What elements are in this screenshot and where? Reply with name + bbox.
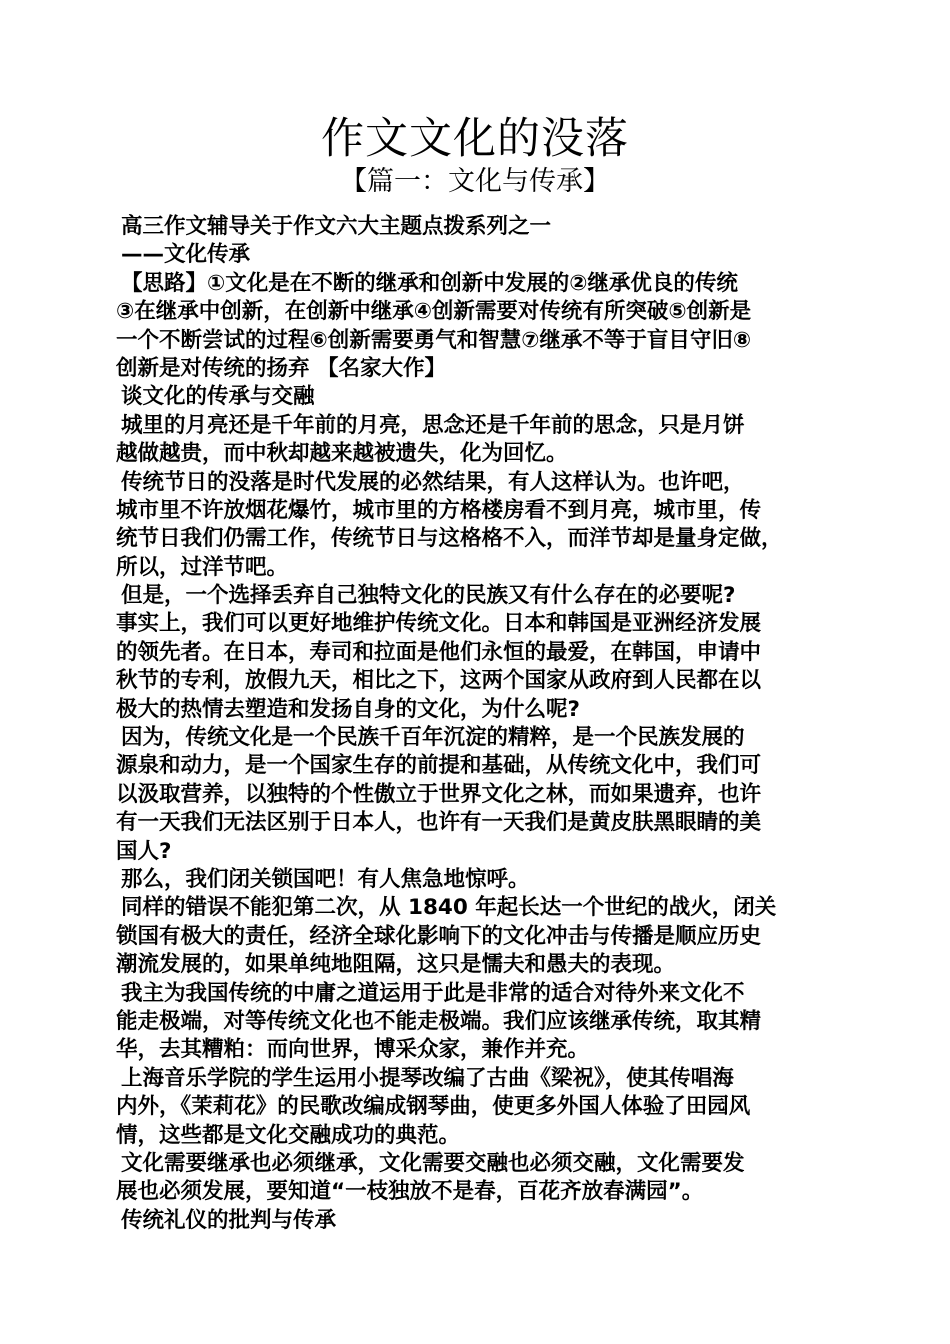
text-line: 情，这些都是文化交融成功的典范。 bbox=[116, 1122, 461, 1148]
text-line: 有一天我们无法区别于日本人，也许有一天我们是黄皮肤黑眼睛的美 bbox=[116, 810, 762, 836]
document-title: 作文文化的没落 bbox=[321, 114, 629, 164]
text-line: 统节日我们仍需工作，传统节日与这格格不入，而洋节却是量身定做， bbox=[116, 526, 783, 552]
text-line: 秋节的专利，放假九天，相比之下，这两个国家从政府到人民都在以 bbox=[116, 668, 762, 694]
text-line: 潮流发展的，如果单纯地阻隔，这只是懦夫和愚夫的表现。 bbox=[116, 952, 676, 978]
text-line: 一个不断尝试的过程⑥创新需要勇气和智慧⑦继承不等于盲目守旧⑧ bbox=[116, 327, 752, 353]
text-line: 锁国有极大的责任，经济全球化影响下的文化冲击与传播是顺应历史 bbox=[116, 923, 762, 949]
text-line: ——文化传承 bbox=[121, 242, 251, 268]
text-line: 谈文化的传承与交融 bbox=[121, 384, 315, 410]
text-line: 创新是对传统的扬弃 【名家大作】 bbox=[116, 355, 446, 381]
document-subtitle: 【篇一：文化与传承】 bbox=[340, 166, 610, 197]
text-line: 的领先者。在日本，寿司和拉面是他们永恒的最爱，在韩国，申请中 bbox=[116, 639, 762, 665]
text-line: 但是，一个选择丢弃自己独特文化的民族又有什么存在的必要呢? bbox=[121, 583, 736, 609]
text-line: 能走极端，对等传统文化也不能走极端。我们应该继承传统，取其精 bbox=[116, 1008, 762, 1034]
text-line: 上海音乐学院的学生运用小提琴改编了古曲《梁祝》，使其传唱海 bbox=[121, 1065, 734, 1091]
text-line: 那么，我们闭关锁国吧！有人焦急地惊呼。 bbox=[121, 866, 530, 892]
text-line: 高三作文辅导关于作文六大主题点拨系列之一 bbox=[121, 214, 552, 239]
text-line: 极大的热情去塑造和发扬自身的文化，为什么呢? bbox=[116, 696, 580, 722]
text-line: 【思路】①文化是在不断的继承和创新中发展的②继承优良的传统 bbox=[121, 270, 738, 296]
text-line: 内外，《茉莉花》的民歌改编成钢琴曲，使更多外国人体验了田园风 bbox=[116, 1094, 751, 1120]
text-line: 越做越贵，而中秋却越来越被遗失，化为回忆。 bbox=[116, 441, 568, 467]
text-line: 传统礼仪的批判与传承 bbox=[121, 1207, 337, 1233]
text-line: 国人? bbox=[116, 838, 172, 864]
text-line: 我主为我国传统的中庸之道运用于此是非常的适合对待外来文化不 bbox=[121, 980, 745, 1006]
text-line: 以汲取营养，以独特的个性傲立于世界文化之林，而如果遗弃，也许 bbox=[116, 781, 762, 807]
text-line: 同样的错误不能犯第二次，从 1840 年起长达一个世纪的战火，闭关 bbox=[121, 895, 777, 921]
text-line: 华，去其糟粕：而向世界，博采众家，兼作并充。 bbox=[116, 1037, 590, 1063]
text-line: 传统节日的没落是时代发展的必然结果，有人这样认为。也许吧， bbox=[121, 469, 745, 495]
text-line: 所以，过洋节吧。 bbox=[116, 554, 289, 580]
text-line: 源泉和动力，是一个国家生存的前提和基础，从传统文化中，我们可 bbox=[116, 753, 762, 779]
text-line: 城里的月亮还是千年前的月亮，思念还是千年前的思念，只是月饼 bbox=[121, 412, 745, 438]
text-line: 展也必须发展，要知道“一枝独放不是春，百花齐放春满园”。 bbox=[116, 1179, 704, 1205]
text-line: 文化需要继承也必须继承，文化需要交融也必须交融，文化需要发 bbox=[121, 1150, 745, 1176]
document-body bbox=[116, 213, 844, 1235]
text-line: 因为，传统文化是一个民族千百年沉淀的精粹，是一个民族发展的 bbox=[121, 725, 745, 751]
text-line: ③在继承中创新，在创新中继承④创新需要对传统有所突破⑤创新是 bbox=[116, 299, 752, 325]
text-line: 城市里不许放烟花爆竹，城市里的方格楼房看不到月亮，城市里，传 bbox=[116, 497, 762, 523]
text-line: 事实上，我们可以更好地维护传统文化。日本和韩国是亚洲经济发展 bbox=[116, 611, 762, 637]
